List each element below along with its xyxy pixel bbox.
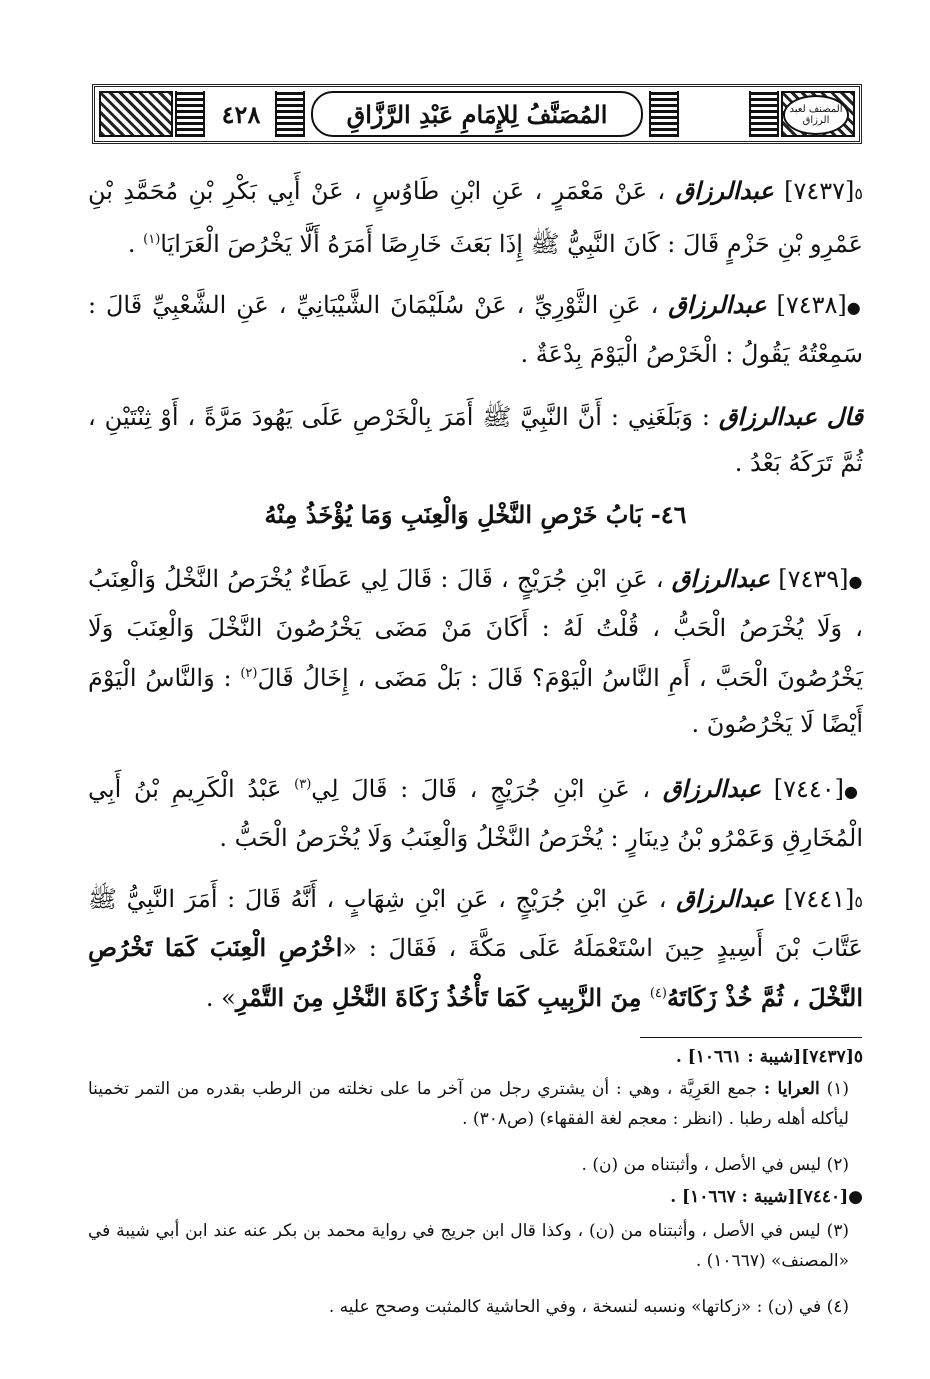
footnote-ref: (٢) bbox=[240, 666, 258, 681]
footnote-divider bbox=[640, 1037, 862, 1038]
hadith-end: . bbox=[127, 230, 144, 258]
hadith-author: عبدالرزاق bbox=[671, 564, 771, 593]
footnote-text: جمع العَرِيَّة ، وهي : أن يشتري رجل من آخر ما على نخلته من الرطب بقدره من التمر تخمينا ليأكله أهله رطبا . (انظر : معجم لغة الفقهاء) (ص٣٠٨) . bbox=[88, 1079, 849, 1129]
hadith-number: [٧٤٣٩] bbox=[778, 565, 849, 593]
hadith-number: [٧٤٤١] bbox=[784, 885, 855, 913]
hadith-7439 bbox=[88, 556, 863, 747]
footnote-ref: (٣) bbox=[294, 777, 312, 792]
ornament-bar-icon bbox=[175, 91, 205, 137]
chapter-title: بَابُ خَرْصِ النَّخْلِ وَالْعِنَبِ وَمَا يُؤْخَذُ مِنْهُ bbox=[264, 500, 643, 529]
chapter-heading bbox=[88, 500, 863, 529]
hadith-text: ، عَنِ ابْنِ جُرَيْجٍ ، عَنِ ابْنِ شِهَابٍ ، أَنَّهُ قَالَ : أَمَرَ النَّبِيُّ ﷺ عَتَّابَ بْنَ أَسِيدٍ حِينَ اسْتَعْمَلَهُ عَلَى مَكَّةَ ، فَقَالَ : « bbox=[88, 885, 863, 962]
hadith-end: » . bbox=[205, 984, 236, 1012]
hadith-quote-cont: مِنَ الزَّبِيبِ كَمَا تَأْخُذُ زَكَاةَ النَّخْلِ مِنَ التَّمْرِ bbox=[235, 983, 650, 1012]
hadith-7441 bbox=[88, 876, 863, 1021]
hadith-author: قال عبدالرزاق bbox=[718, 402, 863, 431]
ornament-bar-icon bbox=[275, 91, 305, 137]
footnote-4: (٤) في (ن) : «زكاتها» ونسبه لنسخة ، وفي الحاشية كالمثبت وصحح عليه . bbox=[328, 1297, 849, 1317]
hadith-mark: ٥ bbox=[854, 184, 863, 203]
hadith-number: [٧٤٤٠] bbox=[773, 775, 845, 803]
hadith-number: [٧٤٣٧] bbox=[784, 177, 855, 205]
hadith-text: ، عَنِ ابْنِ جُرَيْجٍ ، قَالَ : قَالَ لِي bbox=[311, 775, 651, 803]
ornament-bar-icon bbox=[749, 91, 779, 137]
footnote-ref: (٤) bbox=[649, 986, 667, 1001]
footnote-1 bbox=[88, 1074, 863, 1134]
ornament-bar-icon bbox=[649, 91, 679, 137]
page-header bbox=[92, 84, 862, 144]
hadith-end: : وَالنَّاسُ الْيَوْمَ أَيْضًا لَا يَخْرُصُونَ . bbox=[88, 664, 863, 738]
hadith-author: عبدالرزاق bbox=[675, 176, 774, 205]
hadith-mark: ● bbox=[846, 298, 863, 317]
hadith-author: عبدالرزاق bbox=[662, 774, 762, 803]
hadith-mark: ● bbox=[844, 782, 863, 801]
page-number: ٤٢٨ bbox=[221, 99, 261, 129]
author-note bbox=[88, 394, 863, 486]
footnote-source-7437: ٥[٧٤٣٧][شيبة : ١٠٦٦١] . bbox=[675, 1047, 863, 1067]
footnote-3: (٣) ليس في الأصل ، وأثبتناه من (ن) ، وكذا قال ابن جريج في رواية محمد بن بكر عنه عند ابن أبي شيبة في «المصنف» (١٠٦٦٧) . bbox=[88, 1221, 849, 1271]
footnote-number: (١) bbox=[826, 1079, 850, 1099]
hadith-number: [٧٤٣٨] bbox=[776, 291, 847, 319]
ornament-left-icon bbox=[99, 91, 173, 137]
hadith-author: عبدالرزاق bbox=[668, 290, 767, 319]
hadith-text: : وَبَلَغَنِي : أَنَّ النَّبِيَّ ﷺ أَمَرَ بِالْخَرْصِ عَلَى يَهُودَ مَرَّةً ، أَوْ ثِنْتَيْنِ ، ثُمَّ تَرَكَهُ بَعْدُ . bbox=[88, 403, 863, 477]
hadith-author: عبدالرزاق bbox=[676, 884, 775, 913]
hadith-text: ، عَنْ مَعْمَرٍ ، عَنِ ابْنِ طَاوُسٍ ، عَنْ أَبِي بَكْرِ بْنِ مُحَمَّدِ بْنِ عَمْرِو بْنِ حَزْمٍ قَالَ : كَانَ النَّبِيُّ ﷺ إِذَا بَعَثَ خَارِصًا أَمَرَهُ أَلَّا يَخْرُصَ الْعَرَايَا bbox=[88, 177, 863, 258]
chapter-number: ٤٦- bbox=[650, 500, 687, 529]
hadith-end: عَبْدُ الْكَرِيمِ بْنُ أَبِي الْمُخَارِقِ وَعَمْرُو بْنُ دِينَارٍ : يُخْرَصُ النَّخْلُ وَالْعِنَبُ وَلَا يُخْرَصُ الْحَبُّ . bbox=[88, 775, 863, 852]
footnote-2: (٢) ليس في الأصل ، وأثبتناه من (ن) . bbox=[581, 1155, 849, 1175]
footnote-ref: (١) bbox=[143, 232, 161, 247]
hadith-mark: ● bbox=[848, 572, 863, 591]
page-title: المُصَنَّفُ لِلإِمَامِ عَبْدِ الرَّزَّاقِ bbox=[311, 91, 643, 137]
seal-logo: المصنف لعبد الرزاق bbox=[783, 95, 849, 135]
hadith-quote: اخْرُصِ الْعِنَبَ كَمَا تَخْرُصِ النَّخْلَ ، ثُمَّ خُذْ زَكَاتَهُ bbox=[88, 933, 863, 1012]
hadith-text: ، عَنِ ابْنِ جُرَيْجٍ ، قَالَ : قَالَ لِي عَطَاءٌ يُخْرَصُ النَّخْلُ وَالْعِنَبُ ، وَلَا يُخْرَصُ الْحَبُّ ، قُلْتُ لَهُ : أَكَانَ مَنْ مَضَى يَخْرُصُونَ النَّخْلَ وَالْعِنَبَ وَلَا يَخْرُصُونَ الْحَبَّ ، أَمِ النَّاسُ الْيَوْمَ؟ قَالَ : بَلْ مَضَى ، إِخَالُ قَالَ bbox=[88, 565, 864, 692]
footnote-source-7440: ●[٧٤٤٠][شيبة : ١٠٦٦٧] . bbox=[670, 1187, 863, 1207]
hadith-text: ، عَنِ الثَّوْرِيِّ ، عَنْ سُلَيْمَانَ الشَّيْبَانِيِّ ، عَنِ الشَّعْبِيِّ قَالَ : سَمِعْتُهُ يَقُولُ : الْخَرْصُ الْيَوْمَ بِدْعَةٌ . bbox=[88, 291, 863, 368]
hadith-7438 bbox=[88, 282, 863, 377]
footnote-term: العرايا : bbox=[763, 1079, 820, 1099]
hadith-7437 bbox=[88, 168, 863, 267]
hadith-7440 bbox=[88, 762, 863, 861]
hadith-mark: ٥ bbox=[854, 892, 863, 911]
